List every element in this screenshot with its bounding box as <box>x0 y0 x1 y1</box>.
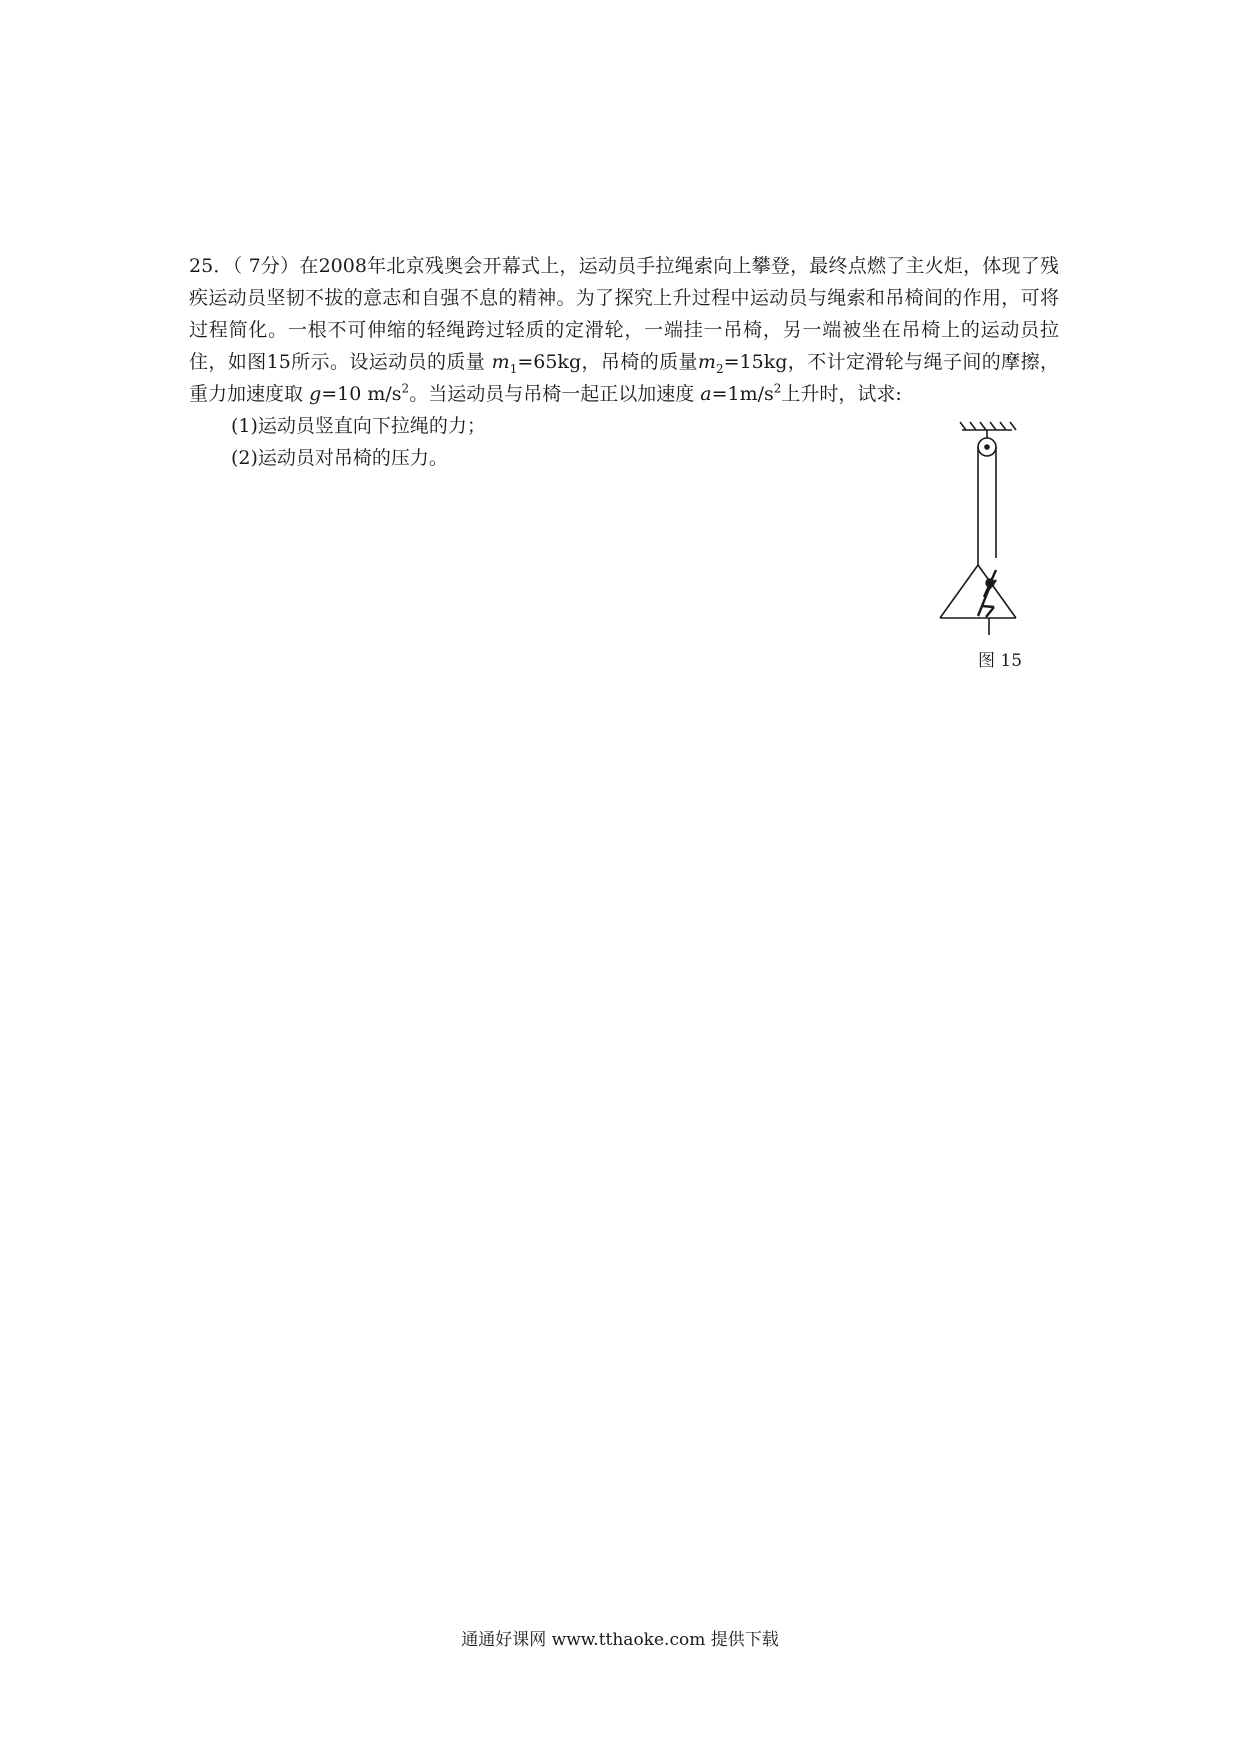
hatch-mark <box>960 422 966 430</box>
page-footer: 通通好课网 www.tthaoke.com 提供下载 <box>461 1630 779 1650</box>
figure-caption: 图 15 <box>978 651 1023 671</box>
sub-question-1: (1)运动员竖直向下拉绳的力； <box>231 415 486 437</box>
pulley-diagram <box>930 420 1040 640</box>
hatch-mark <box>970 422 976 430</box>
pulley-figure <box>930 420 1040 640</box>
pulley-axle <box>985 445 989 449</box>
question-points: （ 7分） <box>232 255 300 277</box>
question-stem: 25．（ 7分）在2008年北京残奥会开幕式上，运动员手拉绳索向上攀登，最终点燃了主火炬，体现了残疾运动员坚韧不拔的意志和自强不息的精神。为了探究上升过程中运动员与绳索和吊椅间的作用，可将过程简化。一根不可伸缩的轻绳跨过轻质的定滑轮，一端挂一吊椅，另一端被坐在吊椅上的运动员拉住，如图15所示。设运动员的质量 $m_1=65kg$，吊椅的质量$m_2=15kg$，不计定滑轮与绳子间的摩擦，重力加速度取 g=10 $m/s^2$。当运动员与吊椅一起正以加速度 $a=1m/s^2$上升时，试求: <box>189 255 1059 405</box>
hatch-mark <box>980 422 986 430</box>
question-number: 25． <box>189 255 233 277</box>
hatch-mark <box>1010 422 1016 430</box>
chair-strap-left <box>940 565 978 618</box>
hatch-mark <box>1000 422 1006 430</box>
hatch-mark <box>990 422 996 430</box>
chair-strap-right <box>978 565 1016 618</box>
sub-question-2: (2)运动员对吊椅的压力。 <box>231 447 448 469</box>
question-25 <box>189 250 1059 474</box>
